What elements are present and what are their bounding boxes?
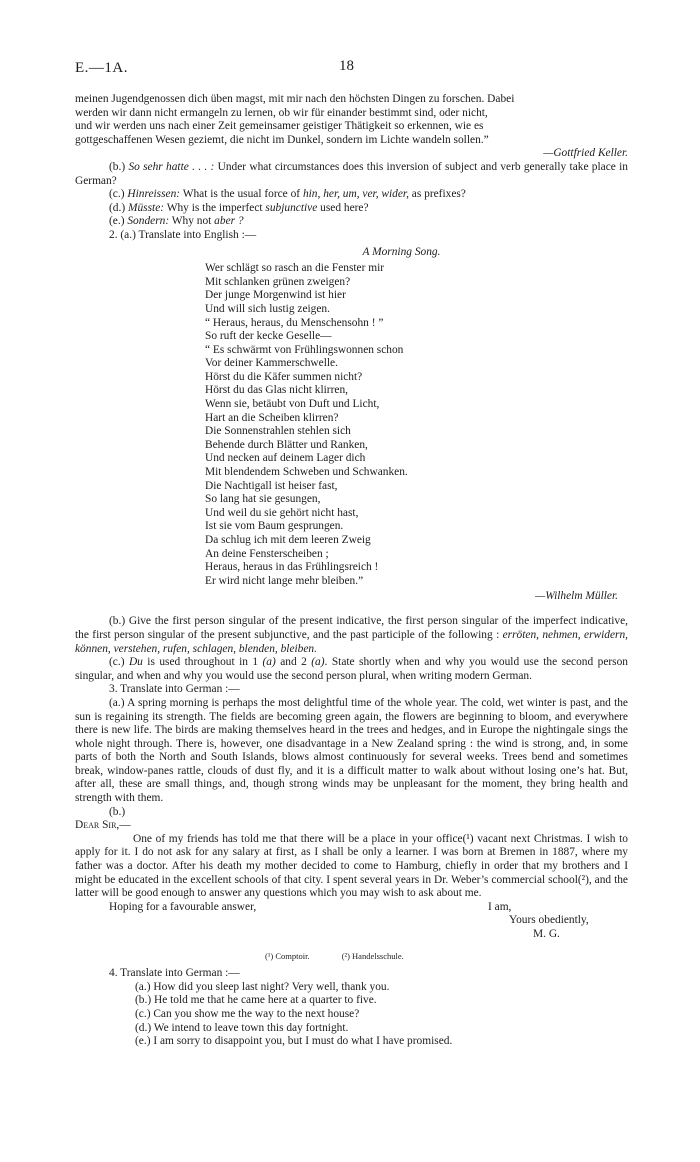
- q4-heading: 4. Translate into German :—: [109, 967, 240, 980]
- poem-line: Ist sie vom Baum gesprungen.: [205, 520, 344, 533]
- poem-line: Mit schlanken grünen zweigen?: [205, 275, 351, 288]
- intro-line: gottgeschaffenen Wesen geziemt, die nicht im Dunkel, sondern im Lichte wandeln sollen.”: [75, 133, 489, 146]
- poem-line: Wer schlägt so rasch an die Fenster mir: [205, 262, 385, 275]
- q2-part-c: (c.) Du is used throughout in 1 (a) and 2 (a). State shortly when and why you would use the second person singular, and when and why you would use the second person plural, when writing modern German.: [75, 656, 628, 682]
- letter-body: One of my friends has told me that there will be a place in your office(¹) vacant next Christmas. I wish to apply for it. I do not ask for any salary at first, as I shall be only a learner. I was born at Bremen in 1887, where my father was a doctor. After his death my mother decided to come to Hamburg, chiefly in order that my brothers and I might be educated in the excellent schools of that city. I spent several years in Dr. Weber’s commercial school(²), and the latter will be good enough to answer any questions which you may wish to ask about me.: [75, 832, 628, 900]
- q4-item: (a.) How did you sleep last night? Very well, thank you.: [135, 980, 390, 993]
- q1-part-c: (c.) Hinreissen: What is the usual force of hin, her, um, ver, wider, as prefixes?: [109, 188, 466, 201]
- closing-i-am: I am,: [488, 900, 512, 913]
- q1-part-b: (b.) So sehr hatte . . . : Under what circumstances does this inversion of subject and verb generally take place in German?: [75, 160, 628, 187]
- poem-line: “ Es schwärmt von Frühlingswonnen schon: [205, 343, 404, 356]
- poem-line: Wenn sie, betäubt von Duft und Licht,: [205, 398, 380, 411]
- closing-yours: Yours obediently,: [509, 914, 589, 927]
- q1-part-d: (d.) Müsste: Why is the imperfect subjunctive used here?: [109, 201, 369, 214]
- q4-item: (d.) We intend to leave town this day fortnight.: [135, 1021, 349, 1034]
- closing-line: Hoping for a favourable answer,: [109, 900, 257, 913]
- q2-heading: 2. (a.) Translate into English :—: [109, 228, 257, 241]
- poem-line: “ Heraus, heraus, du Menschensohn ! ”: [205, 316, 384, 329]
- q1-part-e: (e.) Sondern: Why not aber ?: [109, 215, 244, 228]
- poem-line: Die Nachtigall ist heiser fast,: [205, 479, 338, 492]
- poem-line: Heraus, heraus in das Frühlingsreich !: [205, 561, 379, 574]
- parliamentary-paper-reference: E.—1A.: [75, 60, 128, 76]
- letter-salutation: Dear Sir,—: [75, 819, 131, 832]
- intro-attribution: —Gottfried Keller.: [543, 147, 628, 160]
- intro-passage: [75, 93, 628, 161]
- poem-line: Hörst du die Käfer summen nicht?: [205, 370, 363, 383]
- question-4: [75, 967, 628, 1049]
- poem-title: A Morning Song.: [362, 245, 441, 258]
- q3-heading: 3. Translate into German :—: [109, 683, 240, 696]
- poem-line: Und weil du sie gehört nicht hast,: [205, 506, 359, 519]
- poem-lines: [205, 262, 628, 588]
- signature: M. G.: [533, 928, 560, 941]
- intro-line: werden wir dann nicht ermangeln zu lernen, ob wir für einander bestimmt sind, oder nicht,: [75, 106, 488, 119]
- footnote-1: (¹) Comptoir.: [265, 950, 310, 961]
- q4-item: (c.) Can you show me the way to the next house?: [135, 1007, 360, 1020]
- footnote-2: (²) Handelsschule.: [341, 950, 404, 961]
- poem-line: Und necken auf deinem Lager dich: [205, 452, 366, 465]
- q3-part-a: (a.) A spring morning is perhaps the most delightful time of the whole year. The cold, wet winter is past, and the sun is regaining its strength. The fields are becoming green again, the flowers are beginning to bloom, and everywhere there is new life. The birds are making themselves heard in the trees and hedges, and in Europe the nightingale sings the whole night through. There is, however, one disadvantage in a New Zealand spring : the wind is strong, and, in some parts of both the North and South Islands, blows almost continuously for several weeks. Trees bend and sometimes break, window-panes rattle, clouds of dust fly, and it is a difficult matter to walk about without losing one’s hat. But, after all, these are small things, and, though strong winds may be unpleasant for the moment, they bring health and strength with them.: [75, 696, 628, 805]
- poem-line: Mit blendendem Schweben und Schwanken.: [205, 466, 408, 479]
- page-number: 18: [339, 58, 354, 74]
- q4-item: (e.) I am sorry to disappoint you, but I must do what I have promised.: [135, 1035, 453, 1048]
- footnotes: [75, 950, 628, 964]
- poem-line: Hart an die Scheiben klirren?: [205, 411, 339, 424]
- poem-line: So lang hat sie gesungen,: [205, 493, 321, 506]
- poem: [75, 246, 628, 604]
- question-3: [75, 683, 628, 963]
- question-1-parts: [75, 161, 628, 229]
- poem-line: Und will sich lustig zeigen.: [205, 302, 330, 315]
- poem-attribution: —Wilhelm Müller.: [535, 590, 618, 603]
- poem-line: An deine Fensterscheiben ;: [205, 547, 329, 560]
- poem-line: Da schlug ich mit dem leeren Zweig: [205, 534, 371, 546]
- letter-closing: [75, 901, 628, 915]
- q2-part-b: (b.) Give the first person singular of the present indicative, the first person singular of the imperfect indicative, the first person singular of the present subjunctive, and the past participle of the following : erröten, nehmen, erwidern, können, verstehen, rufen, schlagen, blenden, bleiben.: [75, 615, 628, 655]
- poem-line: Er wird nicht lange mehr bleiben.”: [205, 574, 364, 587]
- q3-part-b-label: (b.): [109, 805, 126, 818]
- poem-line: Die Sonnenstrahlen stehlen sich: [205, 425, 351, 438]
- intro-line: und wir werden uns nach einer Zeit gemeinsamer geistiger Thätigkeit so erkennen, wie es: [75, 120, 484, 133]
- poem-line: Vor deiner Kammerschwelle.: [205, 357, 338, 370]
- poem-line: Hörst du das Glas nicht klirren,: [205, 384, 348, 397]
- q4-item: (b.) He told me that he came here at a quarter to five.: [135, 994, 377, 1007]
- page-content: [75, 93, 628, 1049]
- question-2: [75, 229, 628, 683]
- intro-line: meinen Jugendgenossen dich üben magst, mit mir nach den höchsten Dingen zu forschen. Dabei: [75, 93, 515, 105]
- poem-line: Der junge Morgenwind ist hier: [205, 289, 346, 302]
- poem-line: Behende durch Blätter und Ranken,: [205, 438, 368, 451]
- q4-items: [75, 981, 628, 1049]
- poem-line: So ruft der kecke Geselle—: [205, 330, 332, 343]
